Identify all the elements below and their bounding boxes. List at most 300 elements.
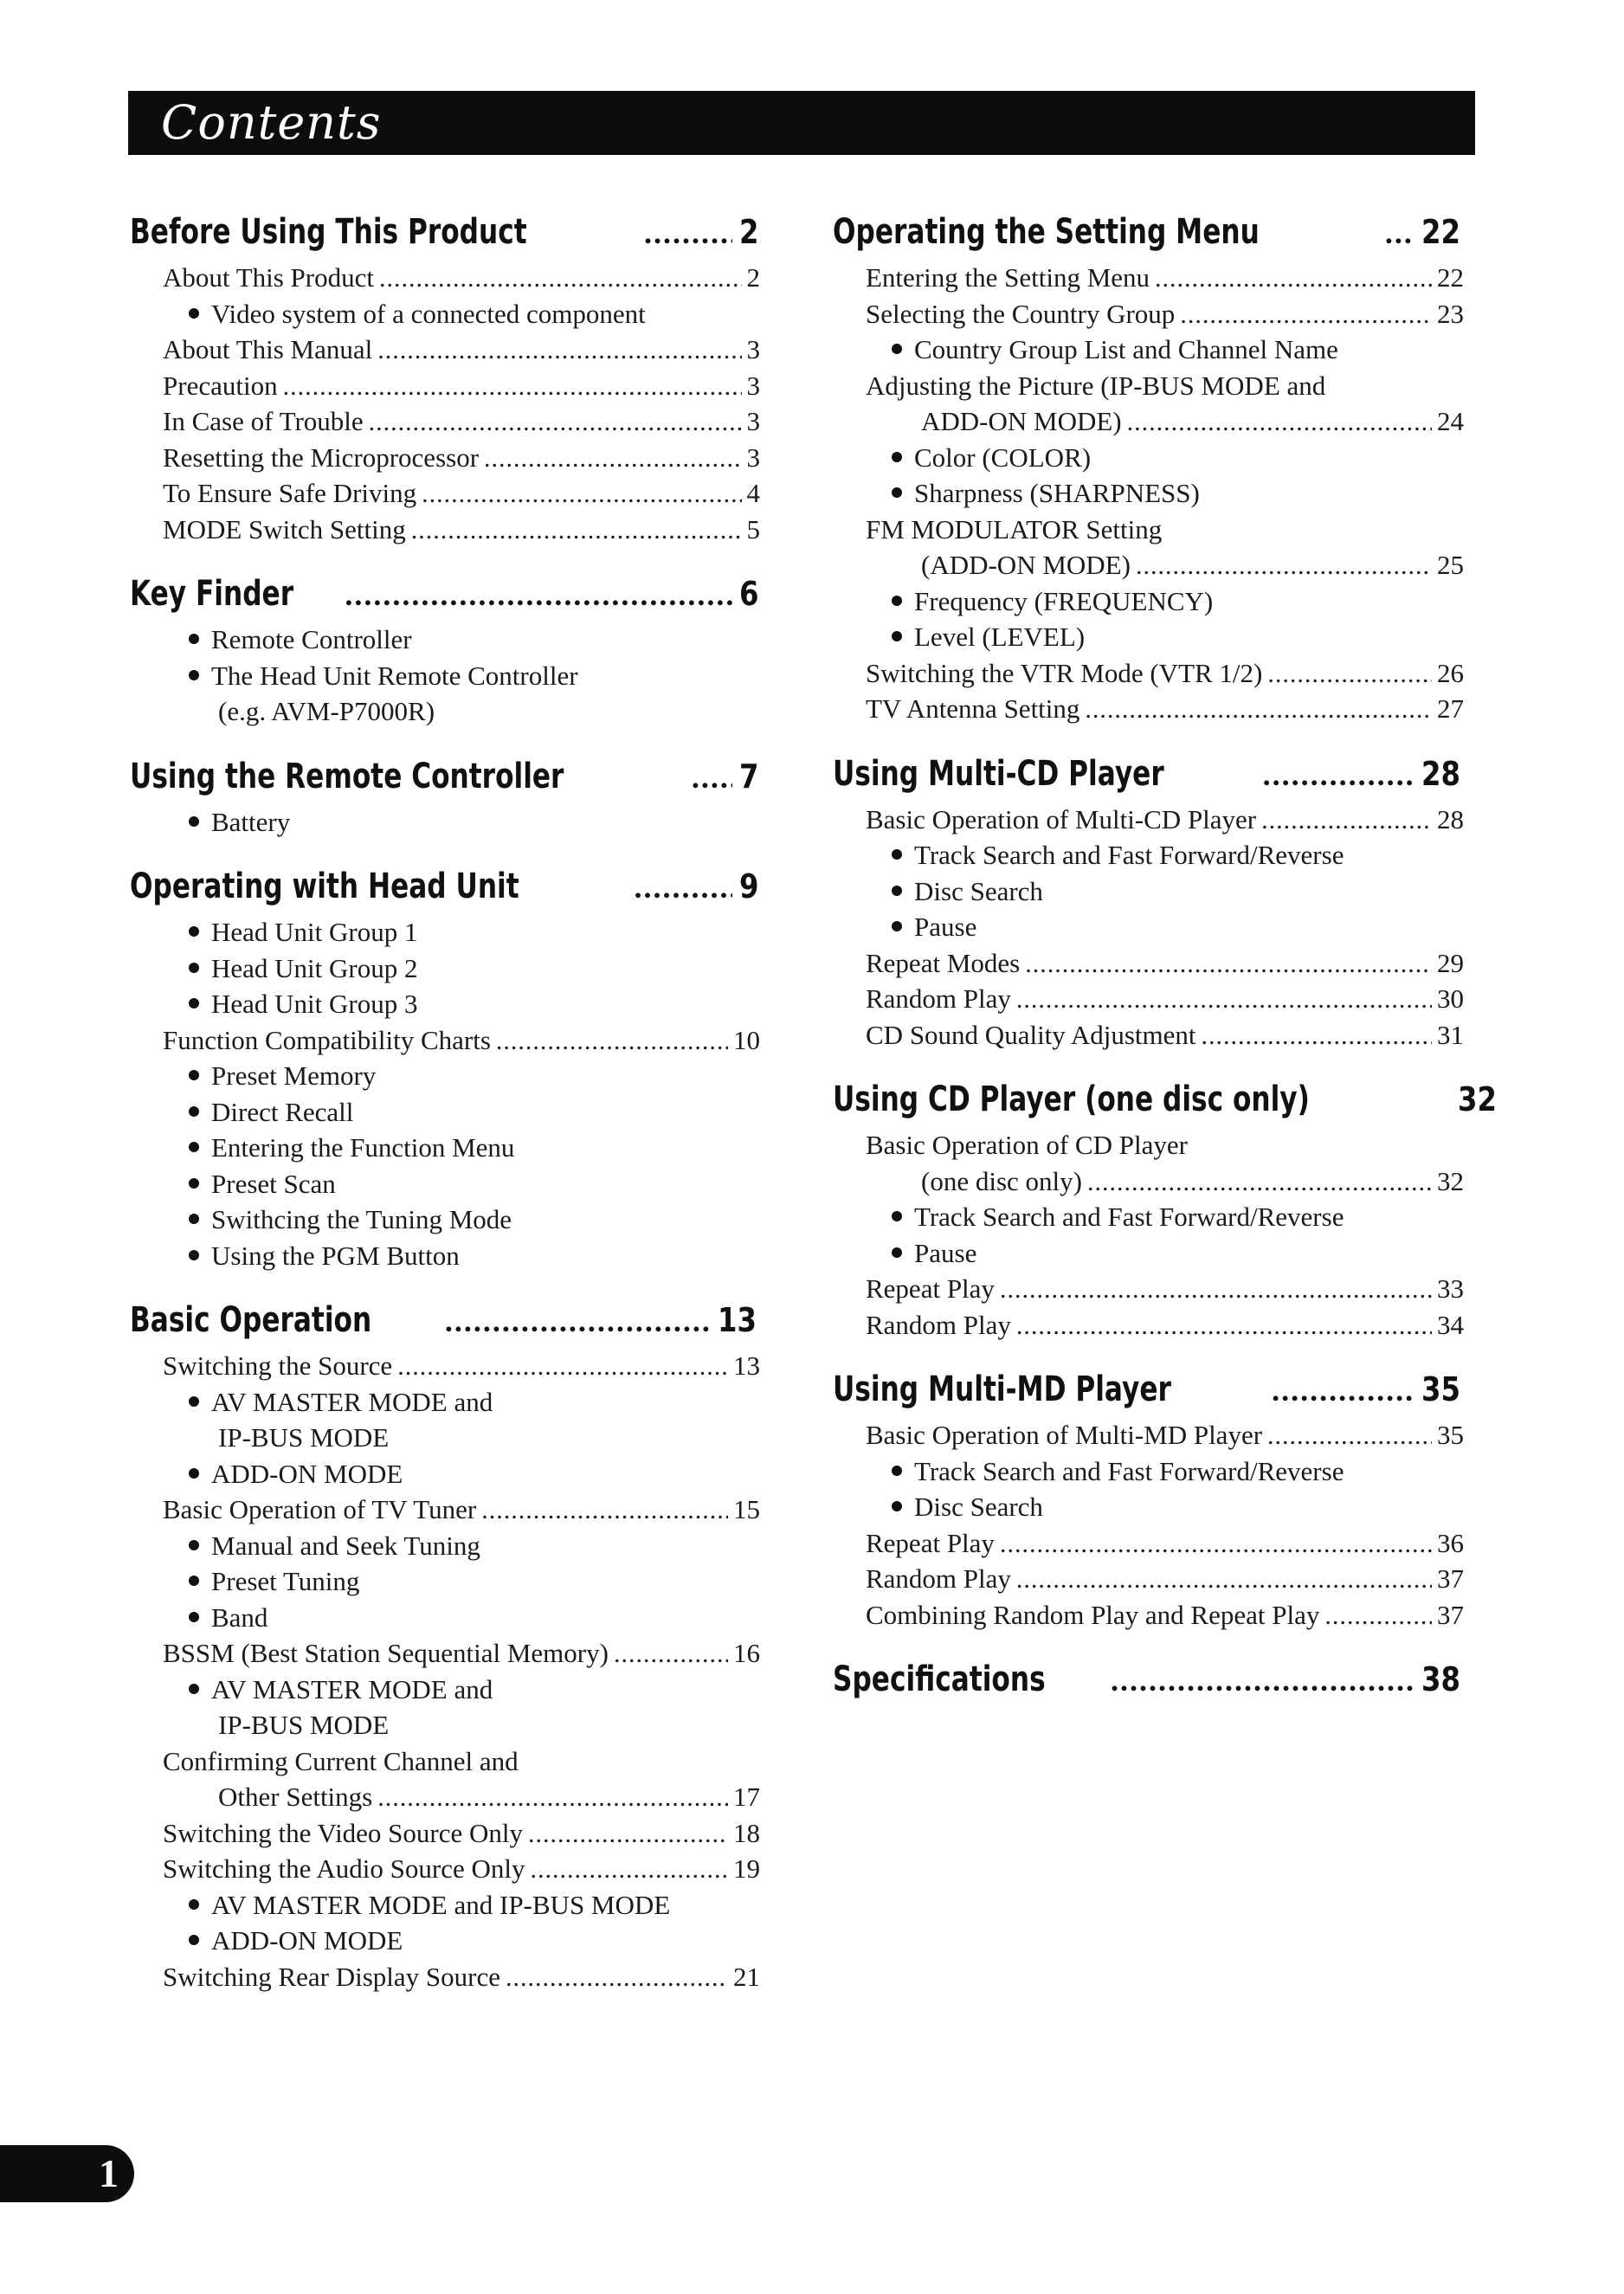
toc-bullet-item [833,478,1464,514]
entry-page-number: 4 [746,478,760,508]
entry-label: Track Search and Fast Forward/Reverse [914,1455,1344,1486]
entry-page-number: 21 [733,1961,760,1992]
dot-leader [1155,264,1432,293]
heading-row [130,867,760,906]
section-title: Using Multi-MD Player [833,1369,1171,1409]
dot-leader [411,516,742,545]
bullet-icon [892,487,902,498]
entry-label: Manual and Seek Tuning [211,1530,480,1561]
entry-page-number: 19 [733,1853,760,1884]
toc-section-heading[interactable] [130,212,760,262]
toc-entry[interactable] [833,299,1464,335]
dot-leader [1324,1601,1432,1631]
toc-entry[interactable] [130,334,760,371]
dot-leader [1267,660,1432,689]
entry-label: Level (LEVEL) [914,622,1086,652]
toc-entry [130,696,760,732]
entry-label: Preset Scan [211,1168,336,1199]
dot-leader [397,1352,728,1382]
dot-leader [496,1027,728,1056]
toc-entry [130,1422,760,1459]
entry-label: Random Play [866,1563,1011,1594]
toc-column-right [833,212,1498,1710]
toc-section-heading[interactable] [130,867,760,917]
section-gap [833,1055,1464,1079]
bullet-icon [892,344,902,354]
heading-row [833,754,1464,794]
bullet-icon [189,1540,199,1550]
entry-label: Sharpness (SHARPNESS) [914,478,1200,508]
section-title: Operating the Setting Menu [833,212,1260,252]
bullet-icon [892,1501,902,1511]
entry-page-number: 31 [1437,1019,1464,1050]
entry-page-number: 18 [733,1817,760,1848]
heading-row [833,1079,1498,1119]
dot-leader [377,1783,728,1813]
toc-entry[interactable] [833,406,1464,442]
bullet-icon [189,1684,199,1694]
bullet-icon [892,849,902,860]
toc-entry[interactable] [833,1420,1464,1456]
entry-label: Head Unit Group 3 [211,989,418,1019]
entry-label: (e.g. AVM-P7000R) [218,696,435,726]
dot-leader [1000,1275,1432,1305]
entry-label: Pause [914,1237,977,1268]
bullet-icon [189,1468,199,1479]
bullet-icon [189,1612,199,1622]
toc-section-heading[interactable] [130,1300,760,1350]
entry-label: CD Sound Quality Adjustment [866,1019,1196,1050]
entry-label: Preset Memory [211,1060,377,1091]
section-title: Operating with Head Unit [130,867,519,906]
toc-bullet-item [130,1530,760,1567]
toc-section-heading[interactable] [130,574,760,624]
section-page-number: 38 [1421,1660,1461,1698]
entry-label: ADD-ON MODE [211,1458,403,1489]
toc-bullet-item [130,1925,760,1962]
entry-label: Switching the VTR Mode (VTR 1/2) [866,657,1263,688]
toc-entry[interactable] [130,406,760,442]
toc-entry[interactable] [833,1166,1464,1202]
entry-label: Battery [211,806,291,837]
toc-column-left [130,212,760,1997]
dot-leader [506,1963,728,1993]
entry-page-number: 28 [1437,803,1464,834]
toc-section-using-multi-cd-player [833,754,1464,1056]
section-page-number: 28 [1421,754,1461,793]
toc-bullet-item [833,840,1464,876]
section-page-number: 7 [738,757,759,796]
toc-section-using-multi-md-player [833,1369,1464,1635]
toc-bullet-item [833,622,1464,658]
toc-entry [833,371,1464,407]
bullet-icon [892,596,902,606]
entry-page-number: 29 [1437,947,1464,978]
toc-bullet-item [130,807,760,843]
bullet-icon [189,1250,199,1260]
entry-label: ADD-ON MODE [211,1925,403,1956]
entry-label: Color (COLOR) [914,441,1092,473]
bullet-icon [892,1211,902,1221]
section-page-number: 32 [1458,1080,1498,1118]
entry-label: Head Unit Group 1 [211,917,418,947]
entry-label: Band [211,1601,268,1633]
toc-entry[interactable] [833,693,1464,730]
entry-page-number: 16 [733,1638,760,1668]
entry-label: Resetting the Microprocessor [163,441,480,473]
entry-page-number: 24 [1437,406,1464,436]
bullet-icon [189,308,199,319]
toc-entry[interactable] [833,948,1464,984]
entry-label: Combining Random Play and Repeat Play [866,1599,1320,1630]
dot-leader [379,264,742,293]
entry-page-number: 15 [733,1494,760,1524]
bullet-icon [189,926,199,937]
entry-label: MODE Switch Setting [163,513,406,545]
section-gap [130,1276,760,1300]
section-page-number: 9 [738,867,759,905]
entry-page-number: 3 [746,406,760,436]
toc-bullet-item [130,1097,760,1133]
dot-leader [1202,1021,1433,1051]
section-gap [833,1635,1464,1659]
toc-bullet-item [130,299,760,335]
dot-leader [1016,985,1432,1015]
dot-leader [528,1820,728,1849]
toc-bullet-item [130,1132,760,1169]
bullet-icon [189,634,199,644]
bullet-icon [892,452,902,462]
toc-bullet-item [833,442,1464,479]
toc-bullet-item [130,1169,760,1205]
dot-leader [614,1640,728,1669]
entry-page-number: 32 [1437,1165,1464,1196]
entry-label: Switching the Source [163,1350,393,1381]
entry-label: About This Manual [163,334,373,364]
bullet-icon [189,1178,199,1189]
dot-leader [644,215,732,251]
toc-bullet-item [833,1202,1464,1238]
toc-entry [130,1746,760,1782]
toc-entry[interactable] [130,371,760,407]
entry-label: Function Compatibility Charts [163,1024,491,1055]
toc-entry[interactable] [130,1818,760,1854]
entry-label: Pause [914,912,977,942]
entry-label: Basic Operation of Multi-CD Player [866,803,1257,834]
toc-bullet-item [130,917,760,953]
entry-label: Switching the Video Source Only [163,1817,524,1848]
toc-bullet-item [130,660,760,697]
entry-page-number: 37 [1437,1599,1464,1630]
toc-entry[interactable] [833,658,1464,694]
dot-leader [1087,1168,1432,1197]
toc-section-key-finder [130,574,760,732]
entry-label: Switching the Audio Source Only [163,1853,525,1884]
toc-entry[interactable] [833,1600,1464,1636]
toc-entry[interactable] [130,1853,760,1890]
entry-label: Track Search and Fast Forward/Reverse [914,1202,1344,1232]
dot-leader [484,444,741,474]
section-title: Using the Remote Controller [130,756,564,796]
toc-entry[interactable] [130,262,760,299]
section-title: Key Finder [130,574,294,614]
bullet-icon [189,1935,199,1945]
section-title: Basic Operation [130,1300,372,1340]
dot-leader [692,759,732,796]
toc-section-operating-the-setting-menu [833,212,1464,730]
entry-label: Basic Operation of CD Player [866,1130,1188,1160]
entry-label: TV Antenna Setting [866,693,1080,724]
dot-leader [1085,695,1432,725]
section-page-number: 2 [738,213,759,251]
entry-page-number: 17 [733,1782,760,1812]
entry-page-number: 34 [1437,1309,1464,1340]
dot-leader [377,336,741,365]
dot-leader [1111,1662,1413,1698]
entry-label: BSSM (Best Station Sequential Memory) [163,1638,609,1668]
toc-entry[interactable] [130,1782,760,1818]
entry-label: FM MODULATOR Setting [866,513,1163,545]
toc-entry[interactable] [833,262,1464,299]
heading-row [130,574,760,614]
toc-entry[interactable] [833,1310,1464,1346]
dot-leader [445,1303,709,1339]
section-title: Specifications [833,1659,1046,1699]
bullet-icon [892,921,902,931]
page-title: Contents [161,95,382,150]
entry-label: Entering the Setting Menu [866,262,1150,293]
entry-label: The Head Unit Remote Controller [211,660,578,691]
toc-bullet-item [130,1890,760,1926]
toc-entry[interactable] [833,1273,1464,1310]
bullet-icon [189,998,199,1008]
toc-section-using-cd-player-one-disc-only [833,1079,1498,1345]
toc-bullet-item [130,1060,760,1097]
bullet-icon [189,963,199,973]
dot-leader [481,1496,728,1525]
toc-bullet-item [130,989,760,1025]
toc-bullet-item [130,1566,760,1602]
heading-row [130,212,760,252]
toc-entry[interactable] [833,550,1464,586]
section-title: Before Using This Product [130,212,527,252]
entry-label: Basic Operation of TV Tuner [163,1494,477,1524]
entry-label: Repeat Play [866,1527,995,1558]
entry-page-number: 10 [733,1024,760,1055]
entry-page-number: 25 [1437,550,1464,580]
toc-bullet-item [130,1387,760,1423]
entry-label: IP-BUS MODE [218,1710,390,1740]
toc-entry[interactable] [130,478,760,514]
entry-label: IP-BUS MODE [218,1422,390,1453]
dot-leader [369,408,742,437]
toc-bullet-item [130,1602,760,1639]
toc-section-operating-with-head-unit [130,867,760,1276]
dot-leader [422,480,741,509]
entry-label: Track Search and Fast Forward/Reverse [914,840,1344,870]
heading-row [130,757,760,796]
bullet-icon [189,1396,199,1407]
entry-page-number: 26 [1437,657,1464,688]
dot-leader [283,372,742,402]
entry-label: Country Group List and Channel Name [914,334,1338,364]
dot-leader [1267,1421,1432,1451]
toc-entry[interactable] [130,1962,760,1998]
toc-entry[interactable] [833,1528,1464,1564]
toc-bullet-item [833,912,1464,948]
page-number-tab [0,2145,134,2202]
section-gap [130,550,760,574]
entry-page-number: 27 [1437,693,1464,724]
dot-leader [1272,1372,1413,1408]
entry-label: Disc Search [914,875,1043,906]
entry-label: ADD-ON MODE) [921,406,1122,436]
dot-leader [1025,950,1432,979]
toc-section-heading[interactable] [833,754,1464,804]
section-page-number: 13 [718,1301,757,1339]
section-title: Using CD Player (one disc only) [833,1079,1310,1119]
entry-page-number: 30 [1437,983,1464,1014]
toc-entry [833,514,1464,551]
entry-label: Remote Controller [211,624,412,654]
bullet-icon [189,1070,199,1080]
bullet-icon [892,886,902,896]
toc-entry[interactable] [130,514,760,551]
entry-label: Repeat Play [866,1273,995,1304]
entry-page-number: 22 [1437,262,1464,293]
entry-page-number: 33 [1437,1273,1464,1304]
entry-page-number: 36 [1437,1527,1464,1558]
bullet-icon [189,1106,199,1117]
toc-bullet-item [130,1459,760,1495]
section-page-number: 6 [738,575,759,613]
section-gap [130,732,760,757]
entry-label: AV MASTER MODE and [211,1386,493,1417]
toc-bullet-item [130,953,760,989]
dot-leader [1180,300,1432,330]
toc-section-heading[interactable] [130,757,760,807]
entry-label: (one disc only) [921,1165,1082,1196]
entry-label: Basic Operation of Multi-MD Player [866,1420,1263,1450]
entry-page-number: 5 [746,513,760,545]
section-title: Using Multi-CD Player [833,753,1164,794]
entry-page-number: 2 [746,262,760,293]
toc-entry[interactable] [130,442,760,479]
toc-bullet-item [833,876,1464,912]
bullet-icon [189,816,199,827]
dot-leader [1000,1530,1432,1559]
heading-row [833,212,1464,252]
entry-label: In Case of Trouble [163,406,364,436]
toc-section-heading[interactable] [833,1369,1464,1420]
toc-section-heading[interactable] [833,212,1464,262]
toc-entry [130,1710,760,1746]
contents-banner [128,91,1475,155]
toc-section-basic-operation [130,1300,760,1997]
bullet-icon [189,670,199,680]
entry-label: Confirming Current Channel and [163,1745,519,1776]
entry-label: Swithcing the Tuning Mode [211,1204,512,1234]
entry-page-number: 13 [733,1350,760,1381]
section-page-number: 35 [1421,1370,1461,1408]
toc-entry[interactable] [833,983,1464,1020]
entry-label: About This Product [163,262,374,293]
toc-section-heading[interactable] [833,1659,1464,1710]
toc-entry[interactable] [833,1563,1464,1600]
dot-leader [345,577,731,613]
entry-label: AV MASTER MODE and [211,1673,493,1704]
toc-section-using-the-remote-controller [130,757,760,843]
toc-bullet-item [833,1492,1464,1528]
toc-bullet-item [833,1456,1464,1492]
entry-label: (ADD-ON MODE) [921,550,1131,580]
section-gap [833,730,1464,754]
toc-bullet-item [833,586,1464,622]
entry-page-number: 3 [746,441,760,473]
bullet-icon [189,1142,199,1152]
entry-label: Precaution [163,370,278,401]
entry-label: Frequency (FREQUENCY) [914,585,1214,616]
toc-entry[interactable] [130,1350,760,1387]
entry-label: AV MASTER MODE and IP-BUS MODE [211,1889,671,1920]
entry-label: Head Unit Group 2 [211,952,418,983]
bullet-icon [189,1899,199,1910]
entry-label: Preset Tuning [211,1566,360,1596]
dot-leader [1016,1565,1432,1595]
section-gap [833,1345,1464,1369]
toc-entry[interactable] [130,1025,760,1061]
entry-label: Random Play [866,1309,1011,1340]
entry-page-number: 37 [1437,1563,1464,1594]
dot-leader [530,1855,728,1885]
dot-leader [1261,806,1432,835]
entry-label: Direct Recall [211,1096,354,1127]
entry-page-number: 35 [1437,1420,1464,1450]
toc-entry[interactable] [130,1494,760,1530]
entry-label: Selecting the Country Group [866,298,1176,329]
toc-bullet-item [833,1238,1464,1274]
toc-bullet-item [130,624,760,660]
entry-page-number: 3 [746,370,760,401]
dot-leader [1016,1311,1432,1341]
toc-bullet-item [833,334,1464,371]
toc-entry [833,1130,1464,1166]
dot-leader [1385,215,1413,251]
heading-row [130,1300,760,1340]
toc-entry[interactable] [833,804,1464,841]
entry-label: To Ensure Safe Driving [163,478,417,508]
toc-entry[interactable] [130,1638,760,1674]
bullet-icon [892,1466,902,1476]
entry-label: Disc Search [914,1492,1043,1522]
toc-bullet-item [130,1240,760,1277]
bullet-icon [892,1247,902,1258]
entry-label: Random Play [866,983,1011,1014]
dot-leader [1127,408,1432,437]
toc-section-heading[interactable] [833,1079,1498,1130]
toc-bullet-item [130,1204,760,1240]
bullet-icon [189,1214,199,1224]
page-number: 1 [99,2151,119,2195]
dot-leader [634,869,731,905]
section-page-number: 22 [1421,213,1461,251]
dot-leader [1136,551,1432,581]
entry-label: Other Settings [218,1782,373,1812]
bullet-icon [892,631,902,641]
toc-entry[interactable] [833,1020,1464,1056]
dot-leader [1263,757,1413,793]
entry-label: Adjusting the Picture (IP-BUS MODE and [866,370,1326,401]
